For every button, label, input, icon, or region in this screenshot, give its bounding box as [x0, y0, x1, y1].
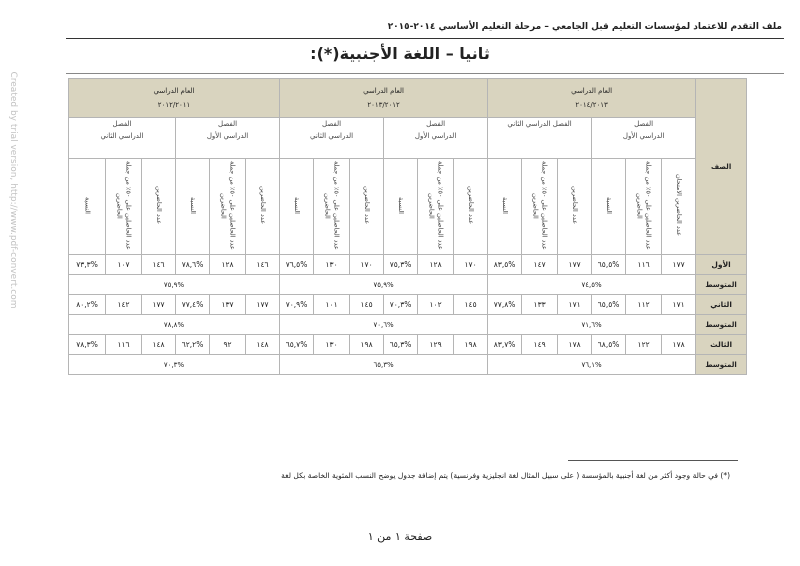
table-cell: ١٠٧ [106, 255, 142, 275]
average-cell: %٦٥,٣ [280, 355, 488, 375]
column-header: عدد الحاصلين على ٥٠٪ من جملة الحاضرين [522, 159, 558, 255]
table-cell: %٦٥,٧ [280, 335, 314, 355]
table-cell: ١٧٧ [246, 295, 280, 315]
table-cell: ١٢٨ [210, 255, 246, 275]
table-cell: ١٤٦ [142, 255, 176, 275]
table-body [69, 255, 747, 375]
table-cell: ١١٦ [106, 335, 142, 355]
table-cell: %٧٣,٣ [69, 255, 106, 275]
table-cell: %٦٢,٢ [176, 335, 210, 355]
table-cell: %٧٥,٣ [384, 255, 418, 275]
table-cell: ١٧٠ [454, 255, 488, 275]
table-cell: %٨٠,٢ [69, 295, 106, 315]
results-table [68, 78, 747, 375]
table-cell: ١٧٧ [558, 255, 592, 275]
table-cell: ١٤٢ [106, 295, 142, 315]
table-cell: ١٢٢ [626, 335, 662, 355]
grade-column-header: الصف [696, 79, 747, 255]
average-row [69, 275, 747, 295]
column-header: عدد الحاضرين [246, 159, 280, 255]
average-row [69, 315, 747, 335]
semester-header-row [69, 118, 747, 159]
year-header-1: العام الدراسي ٢٠١٤/٢٠١٣ [488, 79, 696, 118]
column-header: عدد الحاصلين على ٥٠٪ من جملة الحاضرين [314, 159, 350, 255]
semester-header: الفصل الدراسي الثاني [280, 118, 384, 159]
table-cell: ١٧٨ [662, 335, 696, 355]
average-cell: %٧٤,٥ [488, 275, 696, 295]
average-cell: %٧٦,١ [488, 355, 696, 375]
table-cell: ١٢٨ [418, 255, 454, 275]
column-header: النسبة [384, 159, 418, 255]
table-cell: %٦٨,٥ [592, 335, 626, 355]
semester-header: الفصل الدراسي الثاني [488, 118, 592, 159]
table-cell: ١٠١ [314, 295, 350, 315]
column-header: النسبة [176, 159, 210, 255]
table-cell: ١٤٩ [522, 335, 558, 355]
average-row [69, 355, 747, 375]
table-cell: ١٠٢ [418, 295, 454, 315]
semester-header: الفصل الدراسي الثاني [69, 118, 176, 159]
table-cell: ١٢٩ [418, 335, 454, 355]
table-cell: ١٧١ [558, 295, 592, 315]
table-cell: %٧٧,٤ [176, 295, 210, 315]
table-cell: ١٧٧ [662, 255, 696, 275]
table-cell: ١٤٥ [454, 295, 488, 315]
document-header: ملف التقدم للاعتماد لمؤسسات التعليم قبل الجامعي – مرحلة التعليم الأساسي ٢٠١٤-٢٠١٥ [387, 22, 782, 32]
column-header: عدد الحاضرين [350, 159, 384, 255]
table-cell: %٧٦,٥ [280, 255, 314, 275]
column-header: النسبة [488, 159, 522, 255]
table-cell: %٧٨,٦ [176, 255, 210, 275]
table-cell: ٩٢ [210, 335, 246, 355]
grade-label: المتوسط [696, 315, 747, 335]
table-cell: ١٤٨ [246, 335, 280, 355]
section-title: ثانيا – اللغة الأجنبية(*): [310, 44, 490, 63]
table-cell: ١٣٠ [314, 255, 350, 275]
table-cell: ١٤٧ [522, 255, 558, 275]
column-header: عدد الحاضرين [558, 159, 592, 255]
table-cell: %٧٧,٨ [488, 295, 522, 315]
table-cell: %٧٠,٩ [280, 295, 314, 315]
year-header-2: العام الدراسي ٢٠١٣/٢٠١٢ [280, 79, 488, 118]
grade-label: الثالث [696, 335, 747, 355]
column-header: عدد الحاصلين على ٥٠٪ من جملة الحاضرين [106, 159, 142, 255]
year-header-3: العام الدراسي ٢٠١٢/٢٠١١ [69, 79, 280, 118]
table-cell: %٧٠,٣ [384, 295, 418, 315]
average-cell: %٧٥,٩ [280, 275, 488, 295]
table-cell: ١٧٠ [350, 255, 384, 275]
table-cell: ١٩٨ [350, 335, 384, 355]
table-row [69, 295, 747, 315]
average-cell: %٧٠,٣ [69, 355, 280, 375]
table-cell: %٦٥,٣ [384, 335, 418, 355]
column-header: النسبة [280, 159, 314, 255]
header-divider [66, 38, 784, 39]
grade-label: المتوسط [696, 355, 747, 375]
column-header: عدد الحاضرين [142, 159, 176, 255]
table-cell: %٧٨,٣ [69, 335, 106, 355]
table-cell: %٨٣,٥ [488, 255, 522, 275]
average-cell: %٧٨,٨ [69, 315, 280, 335]
table-cell: ١١٢ [626, 295, 662, 315]
average-cell: %٧٠,٦ [280, 315, 488, 335]
grade-label: الثاني [696, 295, 747, 315]
column-header-row [69, 159, 747, 255]
column-header: النسبة [592, 159, 626, 255]
title-divider [66, 73, 784, 74]
semester-header: الفصل الدراسي الأول [384, 118, 488, 159]
column-header: عدد الحاضرين [454, 159, 488, 255]
grade-label: المتوسط [696, 275, 747, 295]
table-cell: ١٣٧ [210, 295, 246, 315]
table-cell: ١٤٥ [350, 295, 384, 315]
grade-label: الأول [696, 255, 747, 275]
table-cell: %٦٥,٥ [592, 255, 626, 275]
table-cell: ١١٦ [626, 255, 662, 275]
watermark: Created by trial version, http://www.pdf-convert.com [8, 71, 18, 309]
table-cell: ١٧٨ [558, 335, 592, 355]
table-cell: ١٩٨ [454, 335, 488, 355]
page-number: صفحة ١ من ١ [367, 530, 433, 543]
semester-header: الفصل الدراسي الأول [592, 118, 696, 159]
table-row [69, 255, 747, 275]
semester-header: الفصل الدراسي الأول [176, 118, 280, 159]
table-cell: ١٤٦ [246, 255, 280, 275]
average-cell: %٧٥,٩ [69, 275, 280, 295]
table-cell: ١٧١ [662, 295, 696, 315]
column-header: النسبة [69, 159, 106, 255]
table-cell: %٦٥,٥ [592, 295, 626, 315]
table-cell: ١٣٣ [522, 295, 558, 315]
table-cell: %٨٣,٧ [488, 335, 522, 355]
table-cell: ١٤٨ [142, 335, 176, 355]
footnote-divider [568, 460, 738, 461]
column-header: عدد الحاضرين الامتحان [662, 159, 696, 255]
table-row [69, 335, 747, 355]
footnote: (*) في حالة وجود أكثر من لغة أجنبية بالمؤسسة ( على سبيل المثال لغة انجليزية وفرنسية) يتم إضافة جدول يوضح النسب المئوية الخاصة بكل لغة [281, 471, 730, 480]
average-cell: %٧١,٦ [488, 315, 696, 335]
column-header: عدد الحاصلين على ٥٠٪ من جملة الحاضرين [418, 159, 454, 255]
table-cell: ١٧٧ [142, 295, 176, 315]
table-cell: ١٣٠ [314, 335, 350, 355]
column-header: عدد الحاصلين على ٥٠٪ من جملة الحاضرين [626, 159, 662, 255]
year-header-row [69, 79, 747, 118]
column-header: عدد الحاصلين على ٥٠٪ من جملة الحاضرين [210, 159, 246, 255]
